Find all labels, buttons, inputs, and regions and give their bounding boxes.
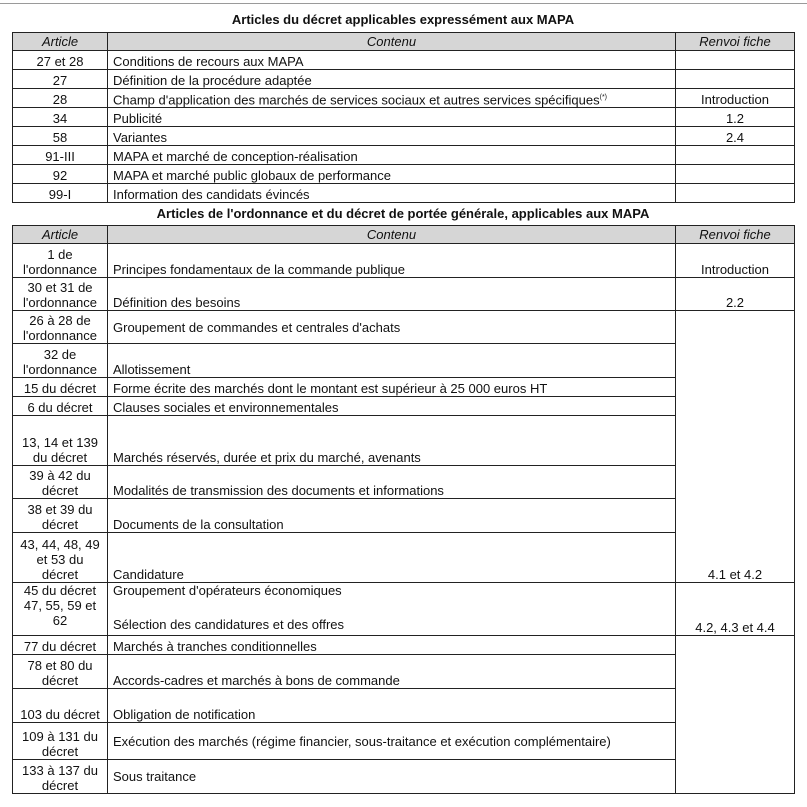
cell-article: 39 à 42 du décret — [13, 466, 108, 499]
general-articles-table — [12, 225, 795, 794]
cell-article-line: 47, 55, 59 et 62 — [23, 598, 97, 628]
cell-renvoi — [676, 146, 795, 165]
cell-renvoi: 4.2, 4.3 et 4.4 — [676, 583, 795, 636]
table1-title: Articles du décret applicables expressément aux MAPA — [231, 12, 575, 27]
table-row — [13, 51, 795, 70]
cell-contenu: Sous traitance — [108, 760, 676, 794]
cell-renvoi — [676, 636, 795, 794]
cell-contenu-line: Sélection des candidatures et des offres — [113, 617, 345, 632]
cell-article: 1 de l'ordonnance — [13, 244, 108, 278]
mapa-articles-table — [12, 32, 795, 203]
cell-renvoi: 1.2 — [676, 108, 795, 127]
cell-contenu: Définition des besoins — [108, 278, 676, 311]
cell-contenu — [108, 583, 676, 636]
cell-article: 133 à 137 du décret — [13, 760, 108, 794]
cell-article: 13, 14 et 139 du décret — [13, 416, 108, 466]
table-row — [13, 636, 795, 655]
cell-article: 27 et 28 — [13, 51, 108, 70]
header-contenu: Contenu — [108, 33, 676, 51]
page-top-rule — [0, 3, 807, 4]
cell-article: 32 de l'ordonnance — [13, 344, 108, 378]
table-row — [13, 89, 795, 108]
cell-article: 38 et 39 du décret — [13, 499, 108, 533]
cell-contenu — [108, 89, 676, 108]
cell-article: 43, 44, 48, 49 et 53 du décret — [13, 533, 108, 583]
cell-contenu: Accords-cadres et marchés à bons de commande — [108, 655, 676, 689]
cell-article: 92 — [13, 165, 108, 184]
cell-article — [13, 583, 108, 636]
cell-contenu: MAPA et marché public globaux de performance — [108, 165, 676, 184]
header-contenu: Contenu — [108, 226, 676, 244]
cell-contenu: MAPA et marché de conception-réalisation — [108, 146, 676, 165]
cell-article: 78 et 80 du décret — [13, 655, 108, 689]
cell-renvoi: 4.1 et 4.2 — [676, 311, 795, 583]
cell-article: 28 — [13, 89, 108, 108]
header-article: Article — [13, 226, 108, 244]
cell-article: 91-III — [13, 146, 108, 165]
header-renvoi: Renvoi fiche — [676, 226, 795, 244]
cell-contenu-line: Groupement d'opérateurs économiques — [113, 583, 342, 598]
table-row — [13, 70, 795, 89]
table-row — [13, 165, 795, 184]
footnote-marker: (*) — [599, 93, 607, 101]
cell-renvoi — [676, 51, 795, 70]
cell-article: 6 du décret — [13, 397, 108, 416]
cell-contenu: Information des candidats évincés — [108, 184, 676, 203]
cell-article: 30 et 31 de l'ordonnance — [13, 278, 108, 311]
cell-contenu: Forme écrite des marchés dont le montant est supérieur à 25 000 euros HT — [108, 378, 676, 397]
cell-contenu: Documents de la consultation — [108, 499, 676, 533]
header-renvoi: Renvoi fiche — [676, 33, 795, 51]
cell-contenu: Marchés à tranches conditionnelles — [108, 636, 676, 655]
cell-contenu: Obligation de notification — [108, 689, 676, 723]
cell-article: 27 — [13, 70, 108, 89]
cell-article-line: 45 du décret — [23, 583, 97, 598]
cell-contenu: Exécution des marchés (régime financier, sous-traitance et exécution complémentaire) — [108, 723, 676, 760]
header-article: Article — [13, 33, 108, 51]
cell-contenu-text: Champ d'application des marchés de services sociaux et autres services spécifiques — [113, 92, 600, 107]
cell-contenu: Conditions de recours aux MAPA — [108, 51, 676, 70]
cell-contenu: Publicité — [108, 108, 676, 127]
table-row — [13, 184, 795, 203]
cell-contenu: Définition de la procédure adaptée — [108, 70, 676, 89]
cell-renvoi — [676, 165, 795, 184]
table-header-row — [13, 33, 795, 51]
cell-contenu: Allotissement — [108, 344, 676, 378]
cell-contenu: Candidature — [108, 533, 676, 583]
cell-renvoi — [676, 70, 795, 89]
table-row — [13, 583, 795, 636]
cell-article: 77 du décret — [13, 636, 108, 655]
cell-article: 109 à 131 du décret — [13, 723, 108, 760]
cell-contenu: Marchés réservés, durée et prix du marché, avenants — [108, 416, 676, 466]
table-header-row — [13, 226, 795, 244]
cell-article: 26 à 28 de l'ordonnance — [13, 311, 108, 344]
cell-article: 34 — [13, 108, 108, 127]
cell-contenu: Variantes — [108, 127, 676, 146]
cell-article: 58 — [13, 127, 108, 146]
table-row — [13, 108, 795, 127]
cell-contenu: Clauses sociales et environnementales — [108, 397, 676, 416]
table-row — [13, 311, 795, 344]
cell-renvoi — [676, 184, 795, 203]
table2-title: Articles de l'ordonnance et du décret de portée générale, applicables aux MAPA — [156, 206, 650, 221]
cell-renvoi: 2.4 — [676, 127, 795, 146]
cell-renvoi: Introduction — [676, 89, 795, 108]
cell-article: 99-I — [13, 184, 108, 203]
cell-renvoi: Introduction — [676, 244, 795, 278]
table-row — [13, 146, 795, 165]
cell-contenu: Principes fondamentaux de la commande publique — [108, 244, 676, 278]
cell-article: 15 du décret — [13, 378, 108, 397]
cell-contenu: Groupement de commandes et centrales d'achats — [108, 311, 676, 344]
table-row — [13, 278, 795, 311]
cell-article: 103 du décret — [13, 689, 108, 723]
table-row — [13, 244, 795, 278]
table-row — [13, 127, 795, 146]
cell-contenu: Modalités de transmission des documents et informations — [108, 466, 676, 499]
cell-renvoi: 2.2 — [676, 278, 795, 311]
